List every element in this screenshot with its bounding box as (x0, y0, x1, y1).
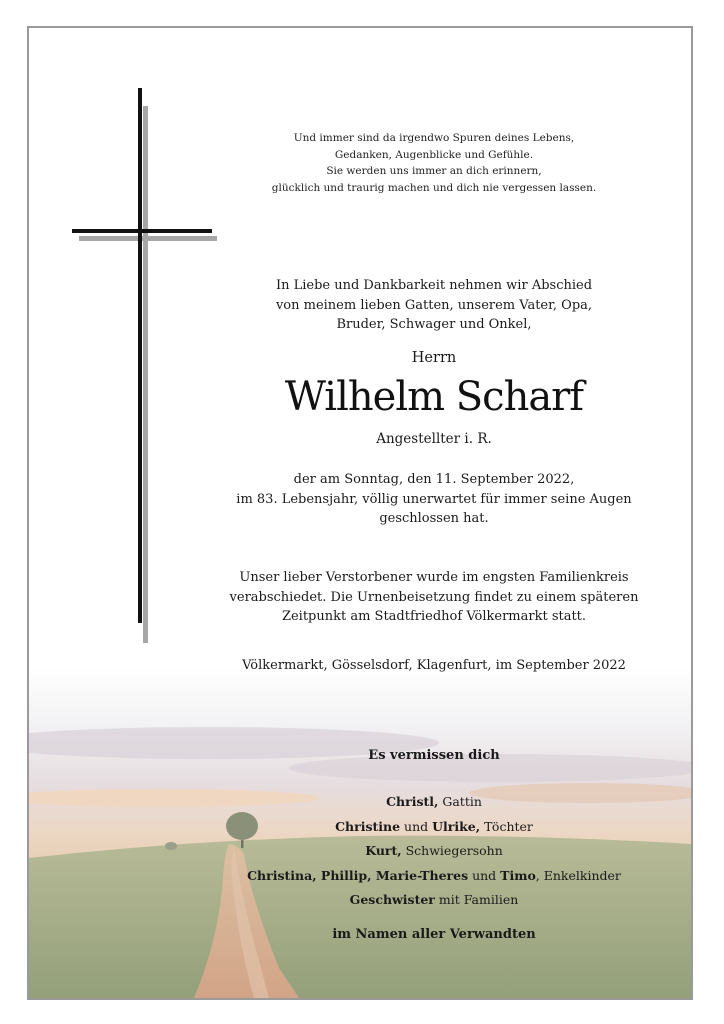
mourner-name: Timo (500, 867, 536, 883)
place-date: Völkermarkt, Gösselsdorf, Klagenfurt, im September 2022 (242, 658, 626, 673)
mourner-relation: und (400, 818, 433, 834)
closing-line: im Namen aller Verwandten (332, 927, 536, 942)
deceased-name: Wilhelm Scharf (284, 374, 584, 420)
intro-line: Bruder, Schwager und Onkel, (336, 317, 532, 332)
mourner-line (189, 864, 679, 889)
mourners-list (189, 790, 679, 913)
farewell-text (189, 568, 679, 627)
mourner-relation: Schwiegersohn (401, 843, 503, 858)
poem-line: Gedanken, Augenblicke und Gefühle. (334, 148, 534, 161)
poem (189, 130, 679, 196)
poem-line: Und immer sind da irgendwo Spuren deines Lebens, (293, 132, 575, 144)
mourner-line (189, 815, 679, 840)
poem-line: Sie werden uns immer an dich erinnern, (326, 165, 542, 177)
intro-text (189, 276, 679, 335)
mourner-name: Christl, (386, 794, 439, 809)
mourner-name: Christine (335, 818, 401, 834)
mourner-name: Kurt, (365, 843, 402, 858)
mourner-line (189, 839, 679, 864)
occupation: Angestellter i. R. (376, 431, 492, 447)
mourner-line (189, 790, 679, 815)
death-line: geschlossen hat. (379, 511, 489, 526)
mourner-relation: , Enkelkinder (535, 867, 621, 883)
intro-line: von meinem lieben Gatten, unserem Vater, Opa, (275, 297, 593, 313)
mourner-relation: mit Familien (434, 892, 519, 907)
mourner-name: Geschwister (349, 892, 435, 907)
mourner-name: Ulrike, (432, 818, 481, 834)
obituary-card (27, 26, 693, 1000)
farewell-line: Zeitpunkt am Stadtfriedhof Völkermarkt statt. (281, 609, 587, 624)
farewell-line: Unser lieber Verstorbener wurde im engsten Familienkreis (239, 570, 629, 585)
farewell-line: verabschiedet. Die Urnenbeisetzung findet zu einem späteren (229, 589, 639, 605)
death-line: im 83. Lebensjahr, völlig unerwartet für immer seine Augen (236, 491, 632, 507)
death-notice (189, 470, 679, 529)
death-line: der am Sonntag, den 11. September 2022, (293, 472, 575, 487)
mourner-line (189, 888, 679, 913)
poem-line: glücklich und traurig machen und dich nie vergessen lassen. (271, 181, 597, 194)
mourner-relation: Gattin (438, 794, 482, 809)
mourner-relation: Töchter (480, 818, 533, 834)
intro-line: In Liebe und Dankbarkeit nehmen wir Abschied (275, 278, 593, 293)
mourner-relation: und (468, 867, 501, 883)
mourner-name: Christina, Phillip, Marie-Theres (247, 867, 469, 883)
mourners-heading: Es vermissen dich (368, 748, 500, 763)
salutation: Herrn (411, 350, 457, 366)
